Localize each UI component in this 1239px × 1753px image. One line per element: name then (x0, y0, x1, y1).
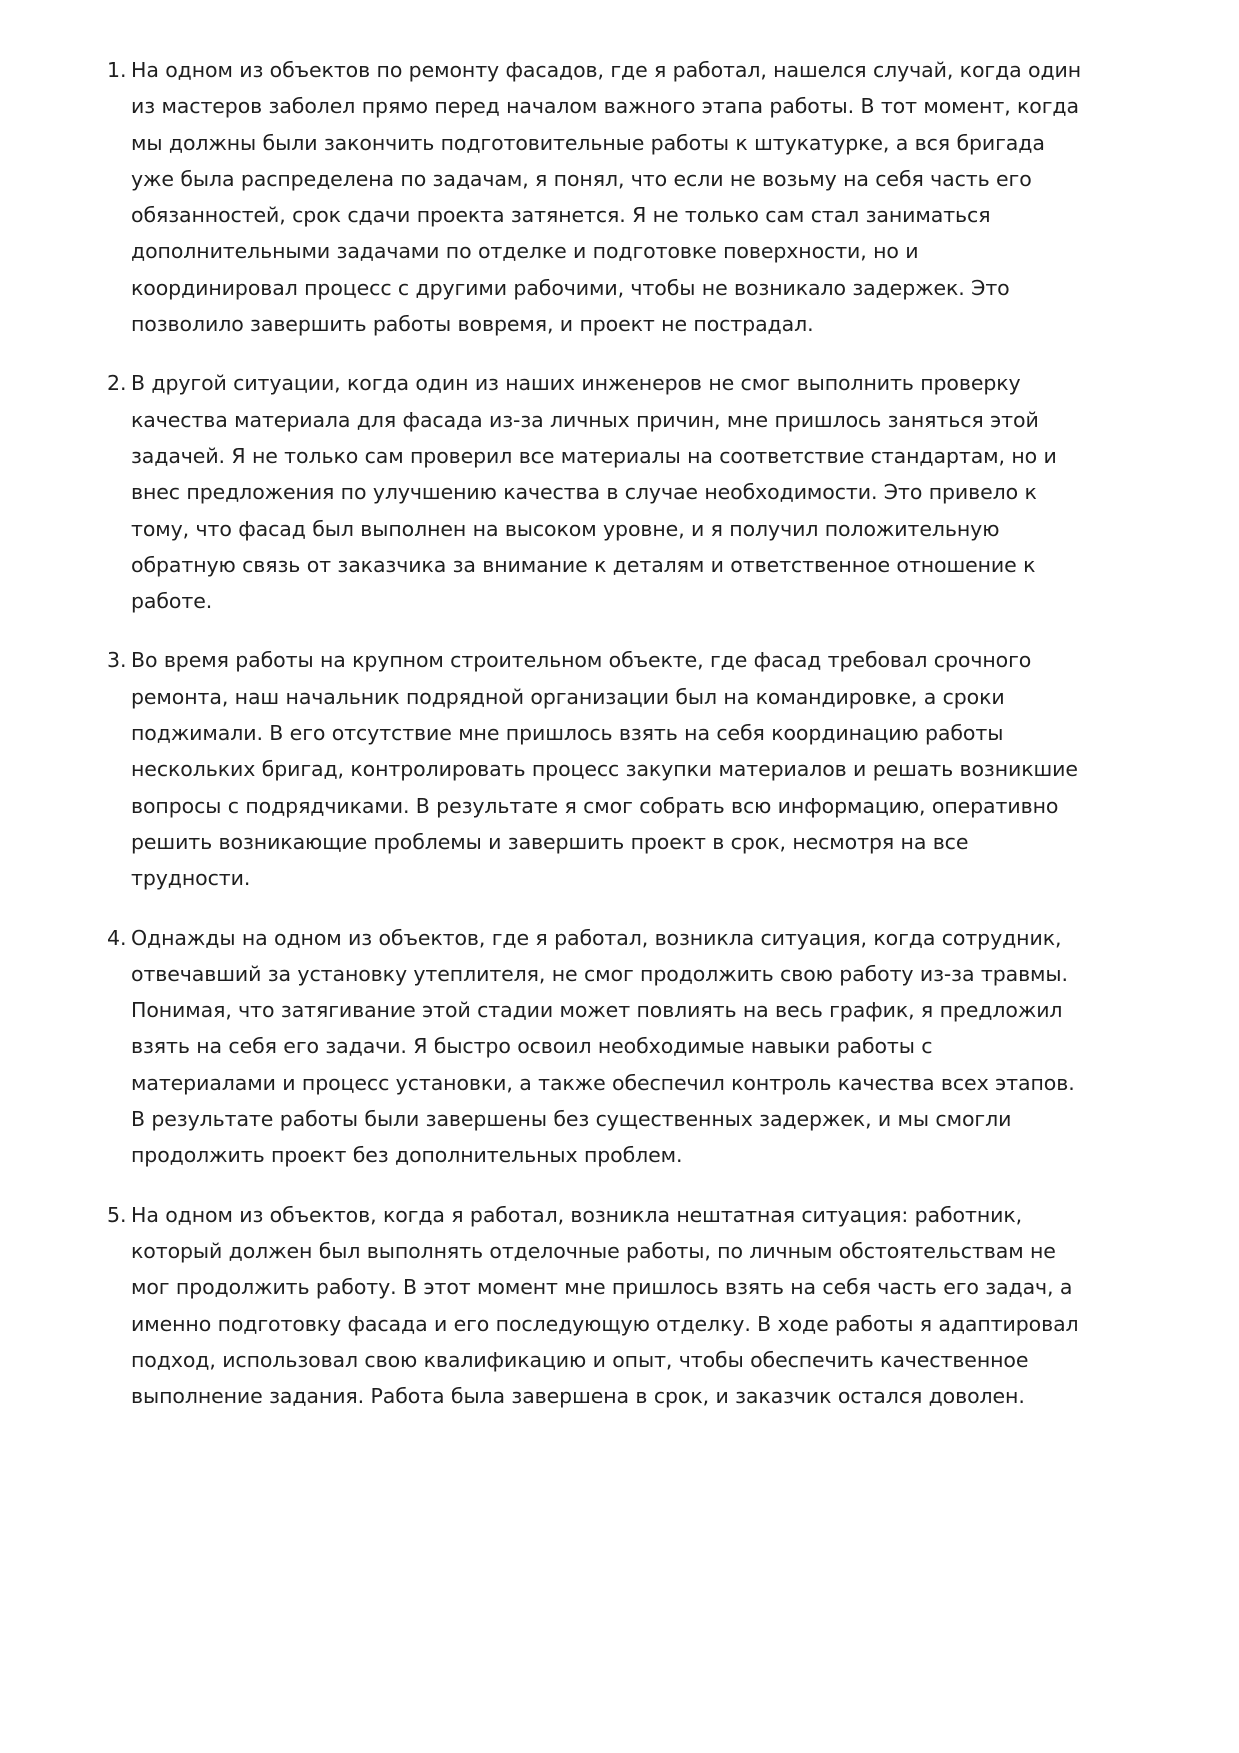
item-number: 5. (107, 1202, 127, 1227)
document-page (0, 52, 1239, 1437)
item-number: 2. (107, 371, 127, 396)
text-line: поджимали. В его отсутствие мне пришлось взять на себя координацию работы (131, 721, 1004, 746)
list-item-3 (0, 642, 1239, 896)
item-number: 1. (107, 58, 127, 82)
text-line: мы должны были закончить подготовительные работы к штукатурке, а вся бригада (131, 130, 1045, 155)
text-line: задачей. Я не только сам проверил все материалы на соответствие стандартам, но и (131, 443, 1057, 468)
text-line: тому, что фасад был выполнен на высоком уровне, и я получил положительную (131, 516, 1000, 541)
text-line: продолжить проект без дополнительных проблем. (131, 1143, 683, 1168)
text-line: Во время работы на крупном строительном объекте, где фасад требовал срочного (131, 648, 1032, 673)
text-line: На одном из объектов по ремонту фасадов, где я работал, нашелся случай, когда один (131, 58, 1082, 82)
item-number: 4. (107, 925, 127, 950)
text-line: решить возникающие проблемы и завершить проект в срок, несмотря на все (131, 829, 969, 854)
list-item-5 (0, 1197, 1239, 1415)
text-line: именно подготовку фасада и его последующую отделку. В ходе работы я адаптировал (131, 1311, 1079, 1336)
numbered-list (0, 52, 1239, 1414)
text-line: В другой ситуации, когда один из наших инженеров не смог выполнить проверку (131, 371, 1021, 396)
text-line: дополнительными задачами по отделке и подготовке поверхности, но и (131, 239, 919, 264)
item-number: 3. (107, 648, 127, 673)
text-line: уже была распределена по задачам, я понял, что если не возьму на себя часть его (131, 166, 1032, 191)
text-line: Понимая, что затягивание этой стадии может повлиять на весь график, я предложил (131, 998, 1063, 1023)
text-line: взять на себя его задачи. Я быстро освоил необходимые навыки работы с (131, 1034, 933, 1059)
text-line: трудности. (131, 866, 251, 891)
text-line: работе. (131, 589, 213, 614)
text-line: который должен был выполнять отделочные работы, по личным обстоятельствам не (131, 1238, 1056, 1263)
text-line: координировал процесс с другими рабочими, чтобы не возникало задержек. Это (131, 275, 1010, 300)
text-line: В результате работы были завершены без существенных задержек, и мы смогли (131, 1107, 1012, 1132)
text-line: ремонта, наш начальник подрядной организации был на командировке, а сроки (131, 684, 1005, 709)
text-line: подход, использовал свою квалификацию и опыт, чтобы обеспечить качественное (131, 1347, 1029, 1372)
text-line: мог продолжить работу. В этот момент мне пришлось взять на себя часть его задач, а (131, 1275, 1073, 1300)
text-line: качества материала для фасада из-за личных причин, мне пришлось заняться этой (131, 407, 1039, 432)
text-line: отвечавший за установку утеплителя, не смог продолжить свою работу из-за травмы. (131, 961, 1068, 986)
text-line: вопросы с подрядчиками. В результате я смог собрать всю информацию, оперативно (131, 793, 1059, 818)
text-line: выполнение задания. Работа была завершена в срок, и заказчик остался доволен. (131, 1384, 1025, 1409)
text-line: из мастеров заболел прямо перед началом важного этапа работы. В тот момент, когда (131, 94, 1079, 119)
list-item-1 (0, 52, 1239, 342)
text-line: позволило завершить работы вовремя, и проект не пострадал. (131, 312, 814, 337)
text-line: обязанностей, срок сдачи проекта затянется. Я не только сам стал заниматься (131, 203, 991, 228)
text-line: Однажды на одном из объектов, где я работал, возникла ситуация, когда сотрудник, (131, 925, 1062, 950)
text-line: обратную связь от заказчика за внимание к деталям и ответственное отношение к (131, 552, 1036, 577)
text-line: материалами и процесс установки, а также обеспечил контроль качества всех этапов. (131, 1070, 1075, 1095)
text-line: На одном из объектов, когда я работал, возникла нештатная ситуация: работник, (131, 1202, 1023, 1227)
text-line: нескольких бригад, контролировать процесс закупки материалов и решать возникшие (131, 757, 1078, 782)
list-item-2 (0, 365, 1239, 619)
list-item-4 (0, 920, 1239, 1174)
text-line: внес предложения по улучшению качества в случае необходимости. Это привело к (131, 480, 1037, 505)
